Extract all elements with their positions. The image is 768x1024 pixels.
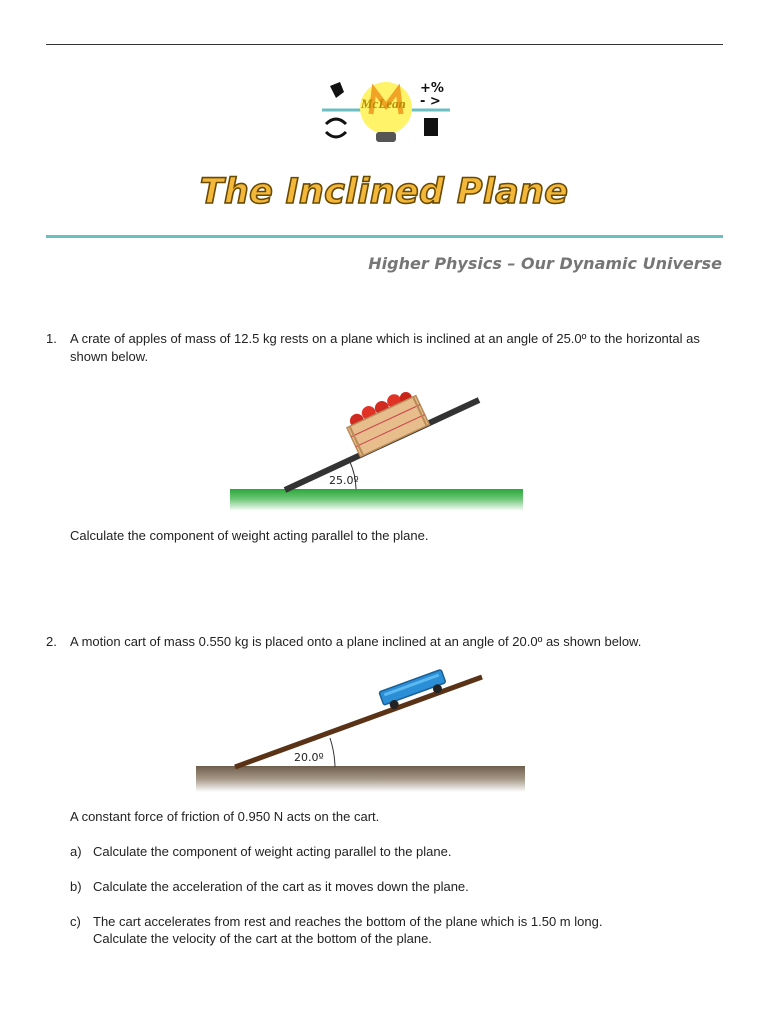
q2-friction: A constant force of friction of 0.950 N acts on the cart. (70, 809, 380, 824)
magnet-icon (326, 119, 346, 137)
q2c-text: The cart accelerates from rest and reaches the bottom of the plane which is 1.50 m long. (93, 914, 603, 929)
q2c-text-line2: Calculate the velocity of the cart at the bottom of the plane. (93, 931, 432, 946)
q1-question: Calculate the component of weight acting parallel to the plane. (70, 528, 429, 543)
logo-bulb-base (376, 132, 396, 142)
q1-diagram (228, 375, 528, 515)
q2-incline (235, 677, 482, 767)
leaf-icon (330, 82, 344, 98)
q1-text: A crate of apples of mass of 12.5 kg rests on a plane which is inclined at an angle of 25.0º to the horizontal as shown below. (70, 331, 700, 364)
q2-diagram (192, 664, 528, 794)
q1-number: 1. (46, 331, 57, 346)
beaker-icon (424, 118, 438, 136)
page-subtitle: Higher Physics – Our Dynamic Universe (368, 254, 722, 273)
q1-angle-label: 25.0º (329, 474, 359, 487)
q2-ground (196, 766, 525, 792)
q2-angle-label: 20.0º (294, 751, 324, 764)
q2b-text: Calculate the acceleration of the cart as it moves down the plane. (93, 879, 469, 894)
q1-ground (230, 489, 523, 511)
q2c-label: c) (70, 914, 81, 929)
top-rule (46, 44, 723, 45)
logo-ops-top: +% (420, 81, 444, 96)
q2a-label: a) (70, 844, 82, 859)
q2a-text: Calculate the component of weight acting parallel to the plane. (93, 844, 452, 859)
q2-number: 2. (46, 634, 57, 649)
logo-text: McLean (361, 96, 406, 111)
motion-cart (379, 669, 448, 712)
page-title: The Inclined Plane (199, 172, 569, 212)
title-rule (46, 235, 723, 238)
q2b-label: b) (70, 879, 82, 894)
q2-angle-arc (330, 738, 335, 767)
logo-ops-bottom: - > (420, 94, 441, 109)
q2-text: A motion cart of mass 0.550 kg is placed onto a plane inclined at an angle of 20.0º as shown below. (70, 634, 642, 649)
